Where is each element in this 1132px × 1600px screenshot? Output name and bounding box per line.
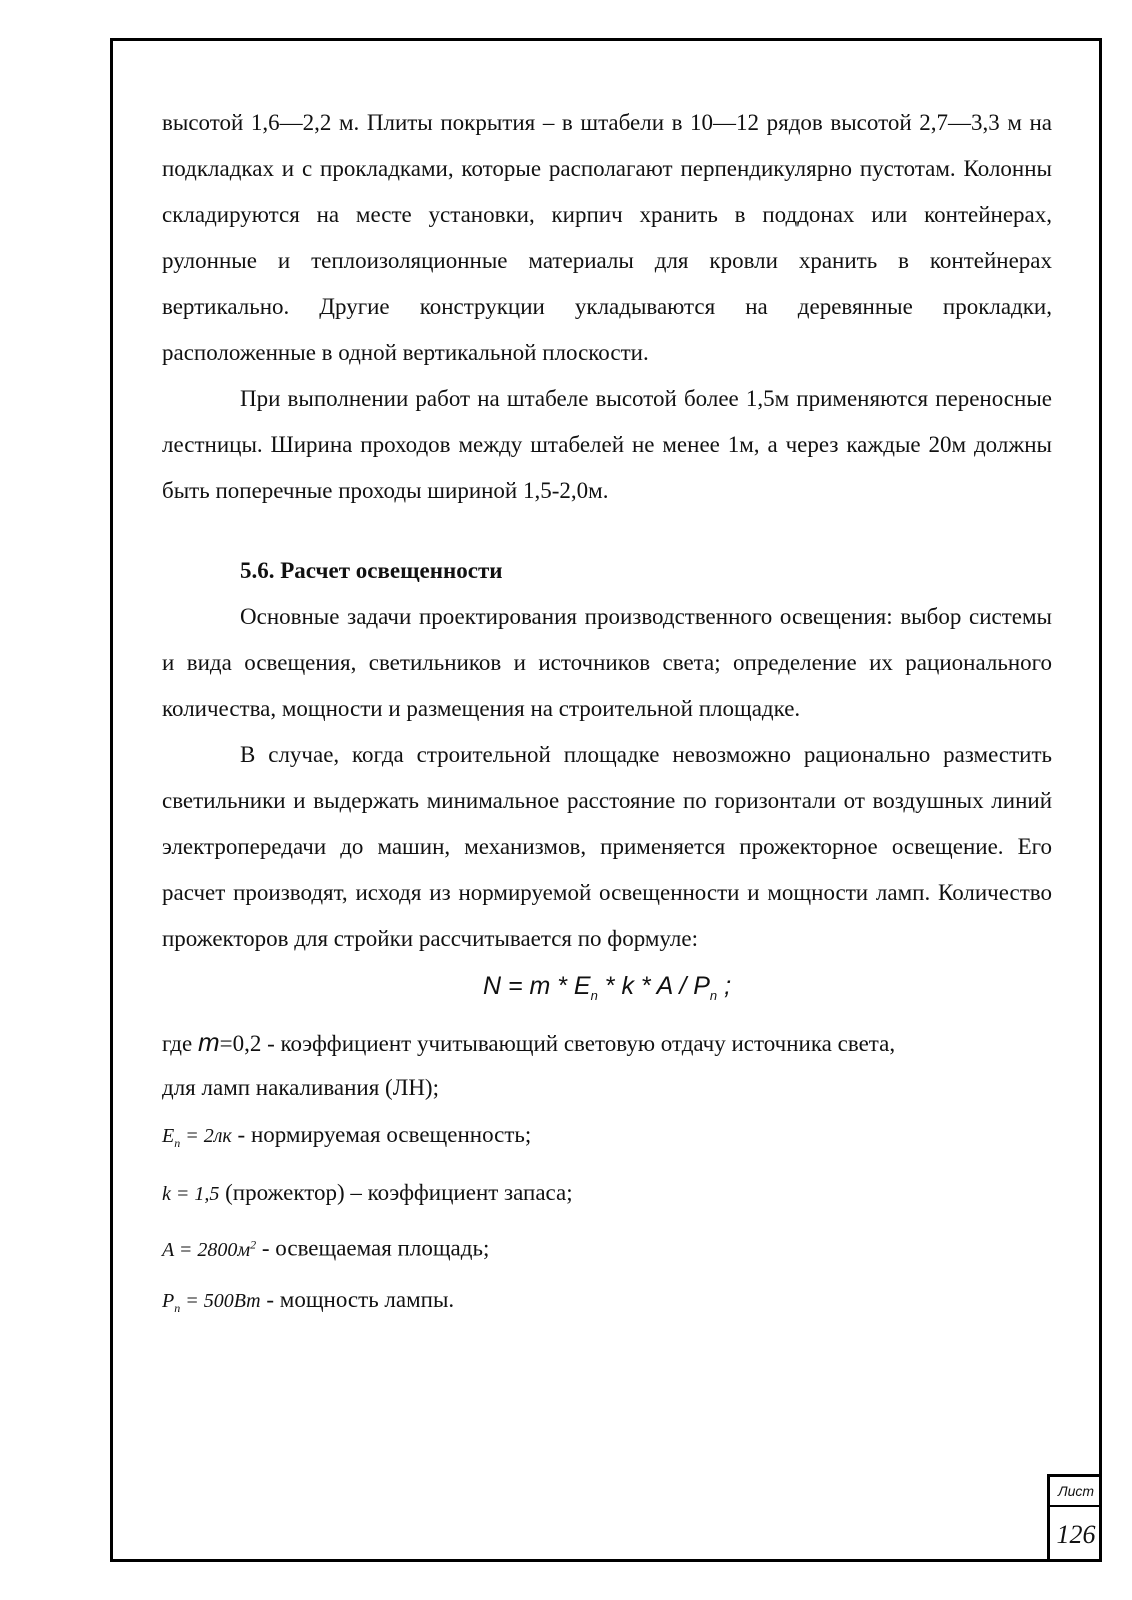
symbol-p: $P_n = 500Вт$ xyxy=(162,1289,261,1315)
document-body xyxy=(162,100,1052,1333)
symbol-a: $A = 2800м^2$ xyxy=(162,1237,257,1261)
paragraph: При выполнении работ на штабеле высотой более 1,5м применяются переносные лестницы. Ширина проходов между штабелей не менее 1м, а через каждые 20м должны быть поперечные проходы шириной 1,5-2,0м. xyxy=(162,386,1052,503)
definition-a: $A = 2800м^2$ - освещаемая площадь; xyxy=(162,1235,490,1261)
paragraph: Основные задачи проектирования производственного освещения: выбор системы и вида освещения, светильников и источников света; определение их рационального количества, мощности и размещения на строительной площадке. xyxy=(162,604,1052,721)
definition-p: $P_n = 500Вт$ - мощность лампы. xyxy=(162,1286,455,1315)
formula-part: ; xyxy=(717,972,732,1000)
definition-m: где m=0,2 - коэффициент учитывающий световую отдачу источника света, xyxy=(162,1027,896,1057)
symbol-m: m xyxy=(197,1027,220,1057)
formula-part: * k * A / P xyxy=(597,972,710,1000)
definitions-list xyxy=(162,1020,1052,1333)
paragraph: В случае, когда строительной площадке невозможно рационально разместить светильники и выдержать минимальное расстояние по горизонтали от воздушных линий электропередачи до машин, механизмов, применяется прожекторное освещение. Его расчет производят, исходя из нормируемой освещенности и мощности ламп. Количество прожекторов для стройки рассчитывается по формуле: xyxy=(162,742,1052,951)
definition-m-continued: для ламп накаливания (ЛН); xyxy=(162,1075,439,1100)
section-title: 5.6. Расчет освещенности xyxy=(240,558,503,583)
symbol-e: $E_n = 2лк$ xyxy=(162,1125,232,1150)
definition-e: $E_n = 2лк$ - нормируемая освещенность; xyxy=(162,1122,532,1150)
formula-subscript: n xyxy=(590,988,598,1003)
formula-subscript: n xyxy=(709,988,718,1003)
formula-part: N = m * E xyxy=(482,972,591,1000)
sheet-stamp xyxy=(1047,1474,1102,1562)
sheet-label: Лист xyxy=(1050,1477,1102,1507)
page-number: 126 xyxy=(1056,1520,1096,1549)
formula xyxy=(162,962,1052,1020)
symbol-k: k = 1,5 xyxy=(162,1183,220,1205)
paragraph: высотой 1,6—2,2 м. Плиты покрытия – в штабели в 10—12 рядов высотой 2,7—3,3 м на подкладках и с прокладками, которые располагают перпендикулярно пустотам. Колонны складируются на месте установки, кирпич хранить в поддонах или контейнерах, рулонные и теплоизоляционные материалы для кровли хранить в контейнерах вертикально. Другие конструкции укладываются на деревянные прокладки, расположенные в одной вертикальной плоскости. xyxy=(162,110,1052,365)
definition-k: k = 1,5 (прожектор) – коэффициент запаса; xyxy=(162,1180,573,1205)
